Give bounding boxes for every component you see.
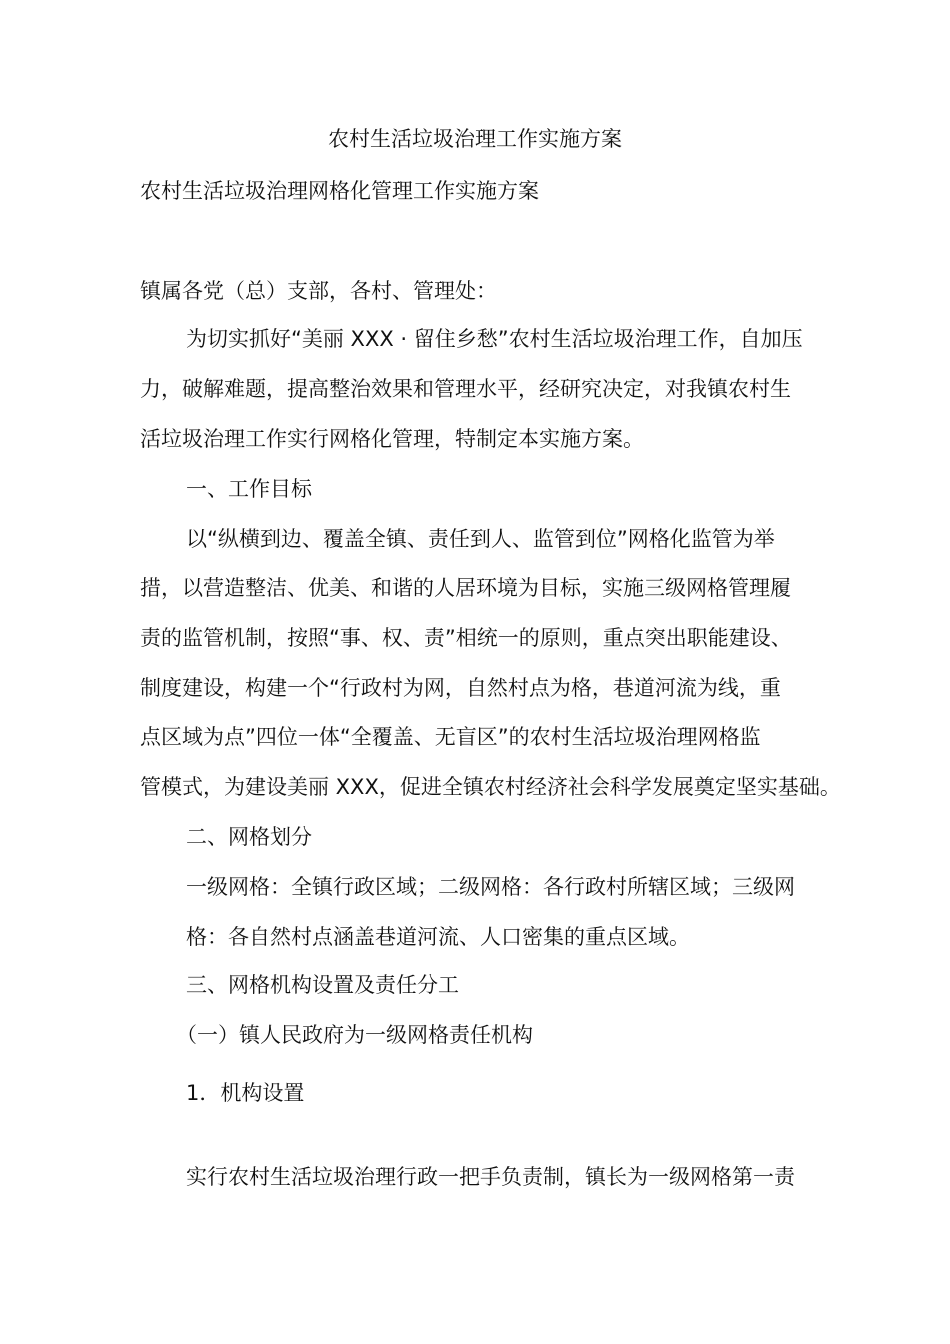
grid-line: 一级网格：全镇行政区域；二级网格：各行政村所辖区域；三级网 [186, 875, 795, 899]
section-heading-goals: 一、工作目标 [186, 477, 312, 501]
intro-line: 活垃圾治理工作实行网格化管理，特制定本实施方案。 [140, 427, 644, 451]
item-heading: 1．机构设置 [186, 1081, 305, 1105]
grid-line: 格：各自然村点涵盖巷道河流、人口密集的重点区域。 [186, 925, 690, 949]
section-heading-organization: 三、网格机构设置及责任分工 [186, 973, 459, 997]
goals-line: 以“纵横到边、覆盖全镇、责任到人、监管到位”网格化监管为举 [186, 527, 775, 551]
organization-line: 实行农村生活垃圾治理行政一把手负责制，镇长为一级网格第一责 [186, 1165, 795, 1189]
salutation: 镇属各党（总）支部，各村、管理处： [140, 279, 497, 303]
page-title: 农村生活垃圾治理工作实施方案 [328, 127, 622, 151]
goals-line: 管模式，为建设美丽 XXX，促进全镇农村经济社会科学发展奠定坚实基础。 [140, 775, 841, 799]
goals-line: 措，以营造整洁、优美、和谐的人居环境为目标，实施三级网格管理履 [140, 576, 791, 600]
goals-line: 点区域为点”四位一体“全覆盖、无盲区”的农村生活垃圾治理网格监 [140, 725, 761, 749]
subsection-heading: （一）镇人民政府为一级网格责任机构 [176, 1023, 533, 1047]
goals-line: 制度建设，构建一个“行政村为网，自然村点为格，巷道河流为线，重 [140, 676, 781, 700]
goals-line: 责的监管机制，按照“事、权、责”相统一的原则，重点突出职能建设、 [140, 626, 792, 650]
intro-line: 力，破解难题，提高整治效果和管理水平，经研究决定，对我镇农村生 [140, 377, 791, 401]
section-heading-grid: 二、网格划分 [186, 825, 312, 849]
intro-line: 为切实抓好“美丽 XXX · 留住乡愁”农村生活垃圾治理工作，自加压 [186, 327, 803, 351]
document-subtitle: 农村生活垃圾治理网格化管理工作实施方案 [140, 179, 539, 203]
